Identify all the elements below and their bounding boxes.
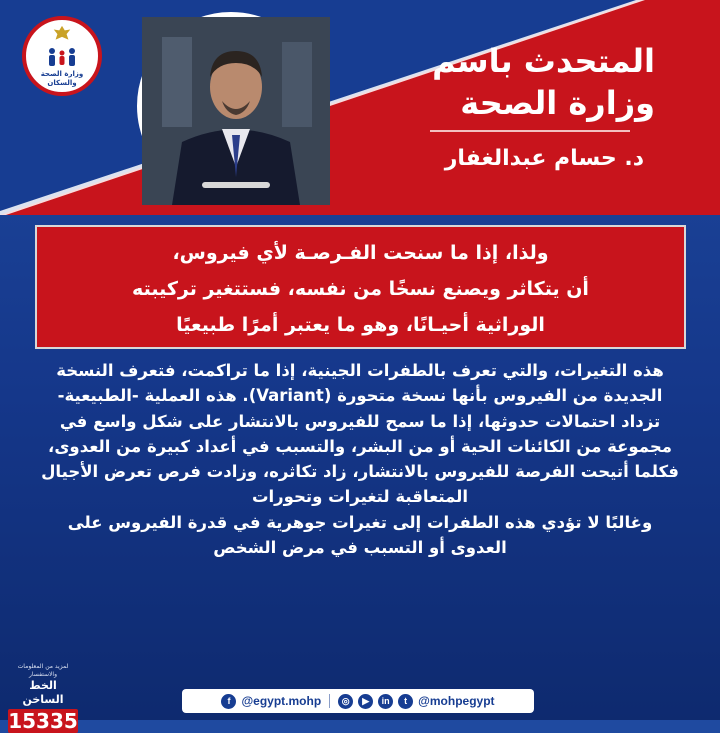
quote-line: أن يتكاثر ويصنع نسخًا من نفسه، فستتغير تركيبته — [132, 278, 589, 300]
body-line: المتعاقبة لتغيرات وتحورات — [251, 487, 469, 507]
logo-text: وزارة الصحة والسكان — [40, 70, 84, 87]
hotline-label: الخط الساخن — [22, 679, 64, 706]
hotline-block — [8, 663, 78, 733]
body-line: هذه التغيرات، والتي تعرف بالطفرات الجينية، إذا ما تراكمت، فتعرف النسخة — [56, 361, 664, 380]
hotline-number[interactable]: 15335 — [8, 709, 78, 733]
eagle-emblem-icon — [51, 24, 73, 46]
body-line: الجديدة من الفيروس بأنها نسخة متحورة (Variant). هذه العملية -الطبيعية- — [57, 386, 663, 406]
body-line: مجموعة من الكائنات الحية أو من البشر، والتسبب في أعداد كبيرة من العدوى، — [48, 436, 672, 456]
quote-line: الوراثية أحيـانًا، وهو ما يعتبر أمرًا طبيعيًا — [176, 314, 545, 336]
social-bar — [182, 689, 534, 713]
social-handle[interactable]: @mohpegypt — [418, 694, 495, 708]
page-title — [375, 40, 655, 124]
speaker-photo — [137, 12, 325, 200]
body-line: وغالبًا لا تؤدي هذه الطفرات إلى تغيرات جوهرية في قدرة الفيروس على — [67, 512, 653, 532]
linkedin-icon[interactable]: in — [378, 694, 393, 709]
twitter-icon[interactable]: t — [398, 694, 413, 709]
hotline-caption: لمزيد من المعلومات والاستفسار — [17, 663, 69, 678]
youtube-icon[interactable]: ▶ — [358, 694, 373, 709]
quote-box — [35, 225, 686, 349]
title-line-1: المتحدث باسم — [432, 42, 655, 80]
speaker-name: د. حسام عبدالغفار — [444, 146, 644, 171]
social-separator — [329, 694, 330, 708]
body-line: تزداد احتمالات حدوثها، إذا ما سمح للفيروس بالانتشار على شكل واسع في — [59, 411, 661, 431]
title-divider — [430, 130, 630, 132]
speaker-portrait — [142, 17, 330, 205]
family-icon — [42, 46, 82, 68]
quote-line: ولذا، إذا ما سنحت الفـرصـة لأي فيروس، — [172, 242, 549, 264]
ministry-logo — [22, 16, 102, 96]
body-text — [20, 358, 700, 560]
title-line-2: وزارة الصحة — [460, 84, 655, 122]
body-line: العدوى أو التسبب في مرض الشخص — [213, 538, 507, 558]
facebook-icon[interactable]: f — [221, 694, 236, 709]
facebook-handle[interactable]: @egypt.mohp — [241, 694, 322, 708]
body-line: فكلما أتيحت الفرصة للفيروس بالانتشار، زاد تكاثره، وزادت فرص تعرض الأجيال — [41, 462, 679, 482]
instagram-icon[interactable]: ◎ — [338, 694, 353, 709]
